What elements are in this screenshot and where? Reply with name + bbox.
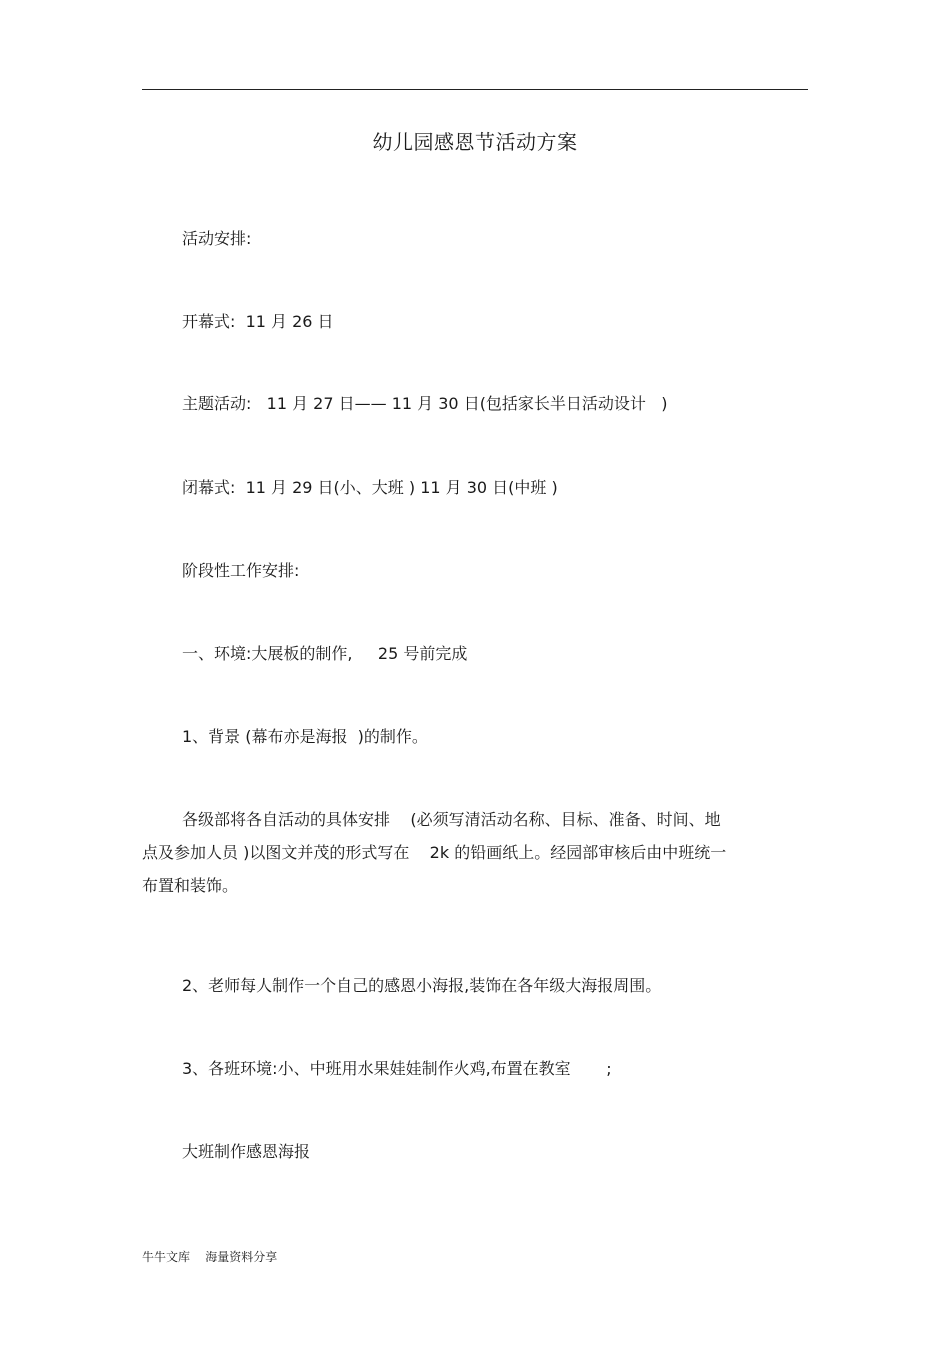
paragraph-row: 各级部将各自活动的具体安排 (必须写清活动名称、目标、准备、时间、地 xyxy=(182,810,721,829)
text-line-background: 1、背景 (幕布亦是海报 )的制作。 xyxy=(182,727,428,746)
text-line-class-environment: 3、各班环境:小、中班用水果娃娃制作火鸡,布置在教室 ; xyxy=(182,1059,612,1078)
document-title: 幼儿园感恩节活动方案 xyxy=(372,130,578,154)
text-line-activity-schedule: 活动安排: xyxy=(182,229,252,248)
header-rule xyxy=(142,89,808,90)
text-line-environment: 一、环境:大展板的制作, 25 号前完成 xyxy=(182,644,468,663)
text-line-theme-activity: 主题活动: 11 月 27 日—— 11 月 30 日(包括家长半日活动设计 ) xyxy=(182,394,668,413)
text-line-opening: 开幕式: 11 月 26 日 xyxy=(182,312,334,331)
paragraph-arrangement xyxy=(142,803,802,902)
paragraph-row: 布置和装饰。 xyxy=(142,876,239,895)
text-line-big-class-poster: 大班制作感恩海报 xyxy=(182,1142,311,1161)
text-line-teacher-poster: 2、老师每人制作一个自己的感恩小海报,装饰在各年级大海报周围。 xyxy=(182,976,662,995)
page-footer: 牛牛文库 海量资料分享 xyxy=(142,1250,278,1264)
text-line-stage-work: 阶段性工作安排: xyxy=(182,561,300,580)
text-line-closing: 闭幕式: 11 月 29 日(小、大班 ) 11 月 30 日(中班 ) xyxy=(182,478,558,497)
paragraph-row: 点及参加人员 )以图文并茂的形式写在 2k 的铅画纸上。经园部审核后由中班统一 xyxy=(142,843,727,862)
